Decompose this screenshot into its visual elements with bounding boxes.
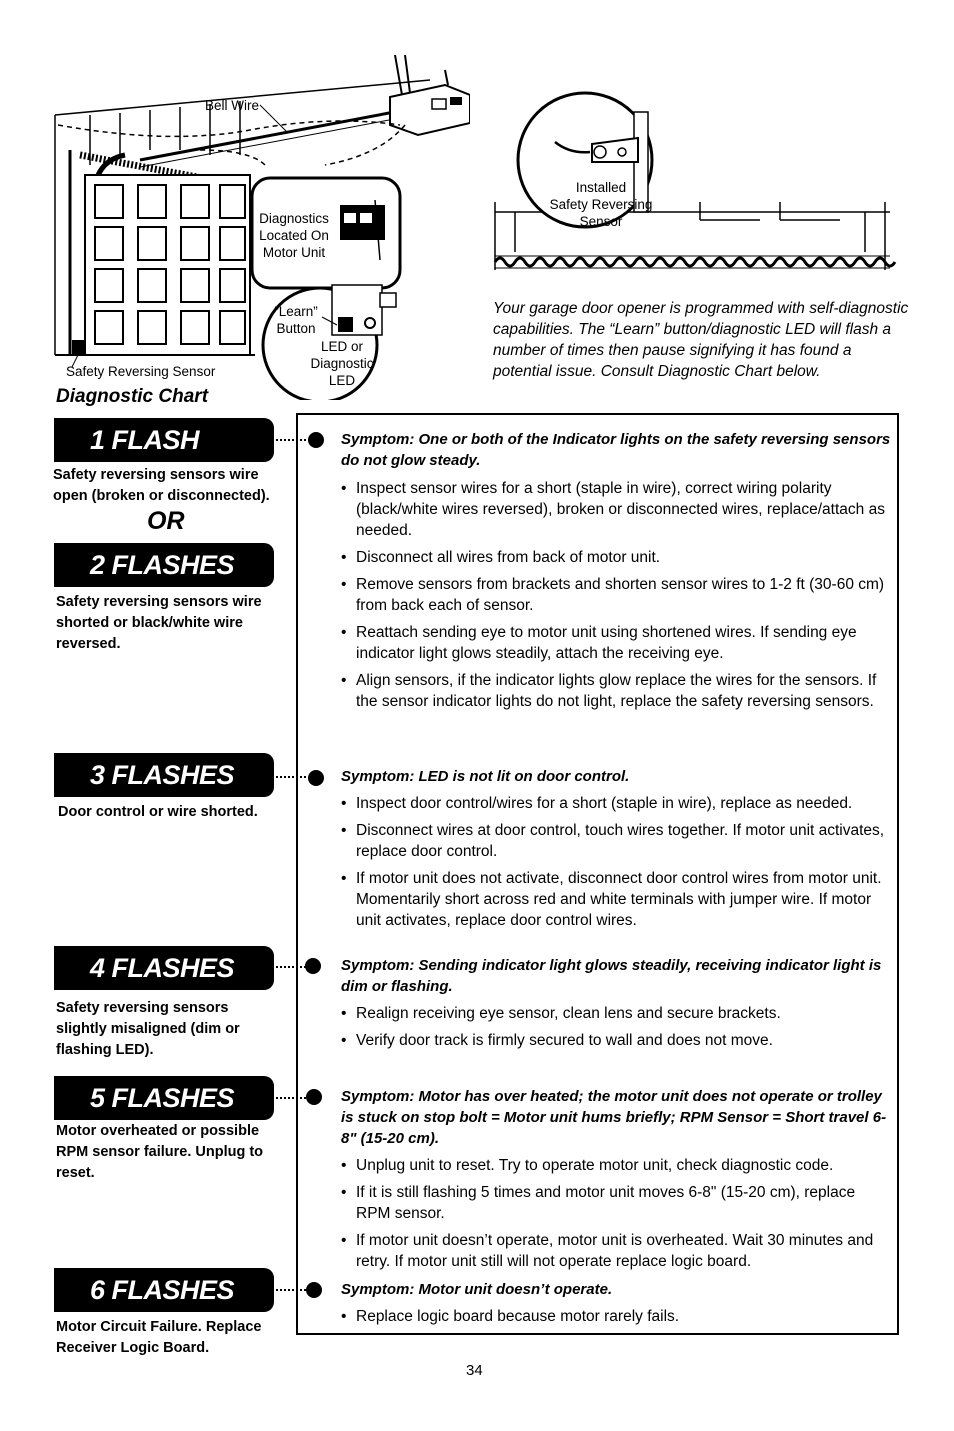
list-item: • Unplug unit to reset. Try to operate motor unit, check diagnostic code. xyxy=(341,1155,893,1176)
symptom-title-3: Symptom: Sending indicator light glows steadily, receiving indicator light is dim or flashing. xyxy=(341,957,882,995)
list-item: • Verify door track is firmly secured to wall and does not move. xyxy=(341,1030,893,1051)
page-number: 34 xyxy=(466,1362,483,1379)
list-item: • Inspect sensor wires for a short (staple in wire), correct wiring polarity (black/white wires reversed), broken or disconnected wires, replace/attach as needed. xyxy=(341,478,893,541)
list-item: • Reattach sending eye to motor unit using shortened wires. If sending eye indicator light glows steadily, attach the receiving eye. xyxy=(341,622,893,664)
leader-line xyxy=(276,966,306,968)
leader-line xyxy=(276,439,306,441)
flash-desc-5: Motor overheated or possible RPM sensor failure. Unplug to reset. xyxy=(56,1123,264,1181)
symptom-marker xyxy=(305,958,321,974)
flash-tab-2: 2 FLASHES xyxy=(54,543,274,587)
symptom-title-1: Symptom: One or both of the Indicator lights on the safety reversing sensors do not glow steady. xyxy=(341,431,891,469)
flash-desc-6: Motor Circuit Failure. Replace Receiver Logic Board. xyxy=(56,1319,262,1356)
list-item: • If it is still flashing 5 times and motor unit moves 6-8" (15-20 cm), replace RPM sensor. xyxy=(341,1182,893,1224)
list-item: • Remove sensors from brackets and shorten sensor wires to 1-2 ft (30-60 cm) from back each of sensor. xyxy=(341,574,893,616)
list-item: • Realign receiving eye sensor, clean lens and secure brackets. xyxy=(341,1003,893,1024)
symptom-list-2 xyxy=(341,793,893,937)
flash-tab-6: 6 FLASHES xyxy=(54,1268,274,1312)
symptom-title-4: Symptom: Motor has over heated; the motor unit does not operate or trolley is stuck on stop bolt = Motor unit hums briefly; RPM Sensor = Short travel 6-8" (15-20 cm). xyxy=(341,1088,887,1147)
leader-line xyxy=(276,1097,306,1099)
list-item: • Inspect door control/wires for a short (staple in wire), replace as needed. xyxy=(341,793,893,814)
bell-wire-label: Bell Wire xyxy=(205,98,260,113)
led-label: LED or Diagnostic LED xyxy=(310,339,374,388)
or-label: OR xyxy=(147,507,185,535)
safety-sensor-label: Safety Reversing Sensor xyxy=(66,364,216,379)
leader-line xyxy=(276,776,306,778)
flash-desc-4: Safety reversing sensors slightly misaligned (dim or flashing LED). xyxy=(56,1000,240,1058)
leader-line xyxy=(276,1289,306,1291)
list-item: • Replace logic board because motor rarely fails. xyxy=(341,1306,893,1327)
chart-title: Diagnostic Chart xyxy=(56,386,209,407)
list-item: • Align sensors, if the indicator lights glow replace the wires for the sensors. If the sensor indicator lights do not light, replace the safety reversing sensors. xyxy=(341,670,893,712)
symptom-title-5: Symptom: Motor unit doesn’t operate. xyxy=(341,1281,613,1298)
flash-tab-3: 3 FLASHES xyxy=(54,753,274,797)
symptom-marker xyxy=(306,1282,322,1298)
symptom-marker xyxy=(308,432,324,448)
flash-desc-3: Door control or wire shorted. xyxy=(58,804,258,820)
symptom-title-2: Symptom: LED is not lit on door control. xyxy=(341,768,630,785)
diagnostics-location-label: Diagnostics Located On Motor Unit xyxy=(257,210,331,261)
list-item: • If motor unit doesn’t operate, motor unit is overheated. Wait 30 minutes and retry. If motor unit still will not operate replace logic board. xyxy=(341,1230,893,1272)
list-item: • If motor unit does not activate, disconnect door control wires from motor unit. Momentarily short across red and white terminals with jumper wire. If motor unit activates, replace door control wires. xyxy=(341,868,893,931)
intro-paragraph: Your garage door opener is programmed with self-diagnostic capabilities. The “Learn” button/diagnostic LED will flash a number of times then pause signifying it has found a potential issue. Consult Diagnostic Chart below. xyxy=(493,300,909,380)
list-item: • Disconnect all wires from back of motor unit. xyxy=(341,547,893,568)
flash-desc-1: Safety reversing sensors wire open (broken or disconnected). xyxy=(53,467,270,504)
flash-tab-5: 5 FLASHES xyxy=(54,1076,274,1120)
symptom-marker xyxy=(306,1089,322,1105)
symptom-list-5 xyxy=(341,1306,893,1333)
flash-desc-2: Safety reversing sensors wire shorted or black/white wire reversed. xyxy=(56,594,262,652)
installed-sensor-illustration xyxy=(490,72,900,277)
list-item: • Disconnect wires at door control, touch wires together. If motor unit activates, replace door control. xyxy=(341,820,893,862)
symptom-list-4 xyxy=(341,1155,893,1278)
installed-sensor-label: Installed Safety Reversing Sensor xyxy=(549,180,653,229)
symptom-marker xyxy=(308,770,324,786)
learn-button-label: “Learn” Button xyxy=(274,304,318,336)
flash-tab-4: 4 FLASHES xyxy=(54,946,274,990)
symptom-list-1 xyxy=(341,478,893,718)
symptom-list-3 xyxy=(341,1003,893,1057)
flash-tab-1: 1 FLASH xyxy=(54,418,274,462)
